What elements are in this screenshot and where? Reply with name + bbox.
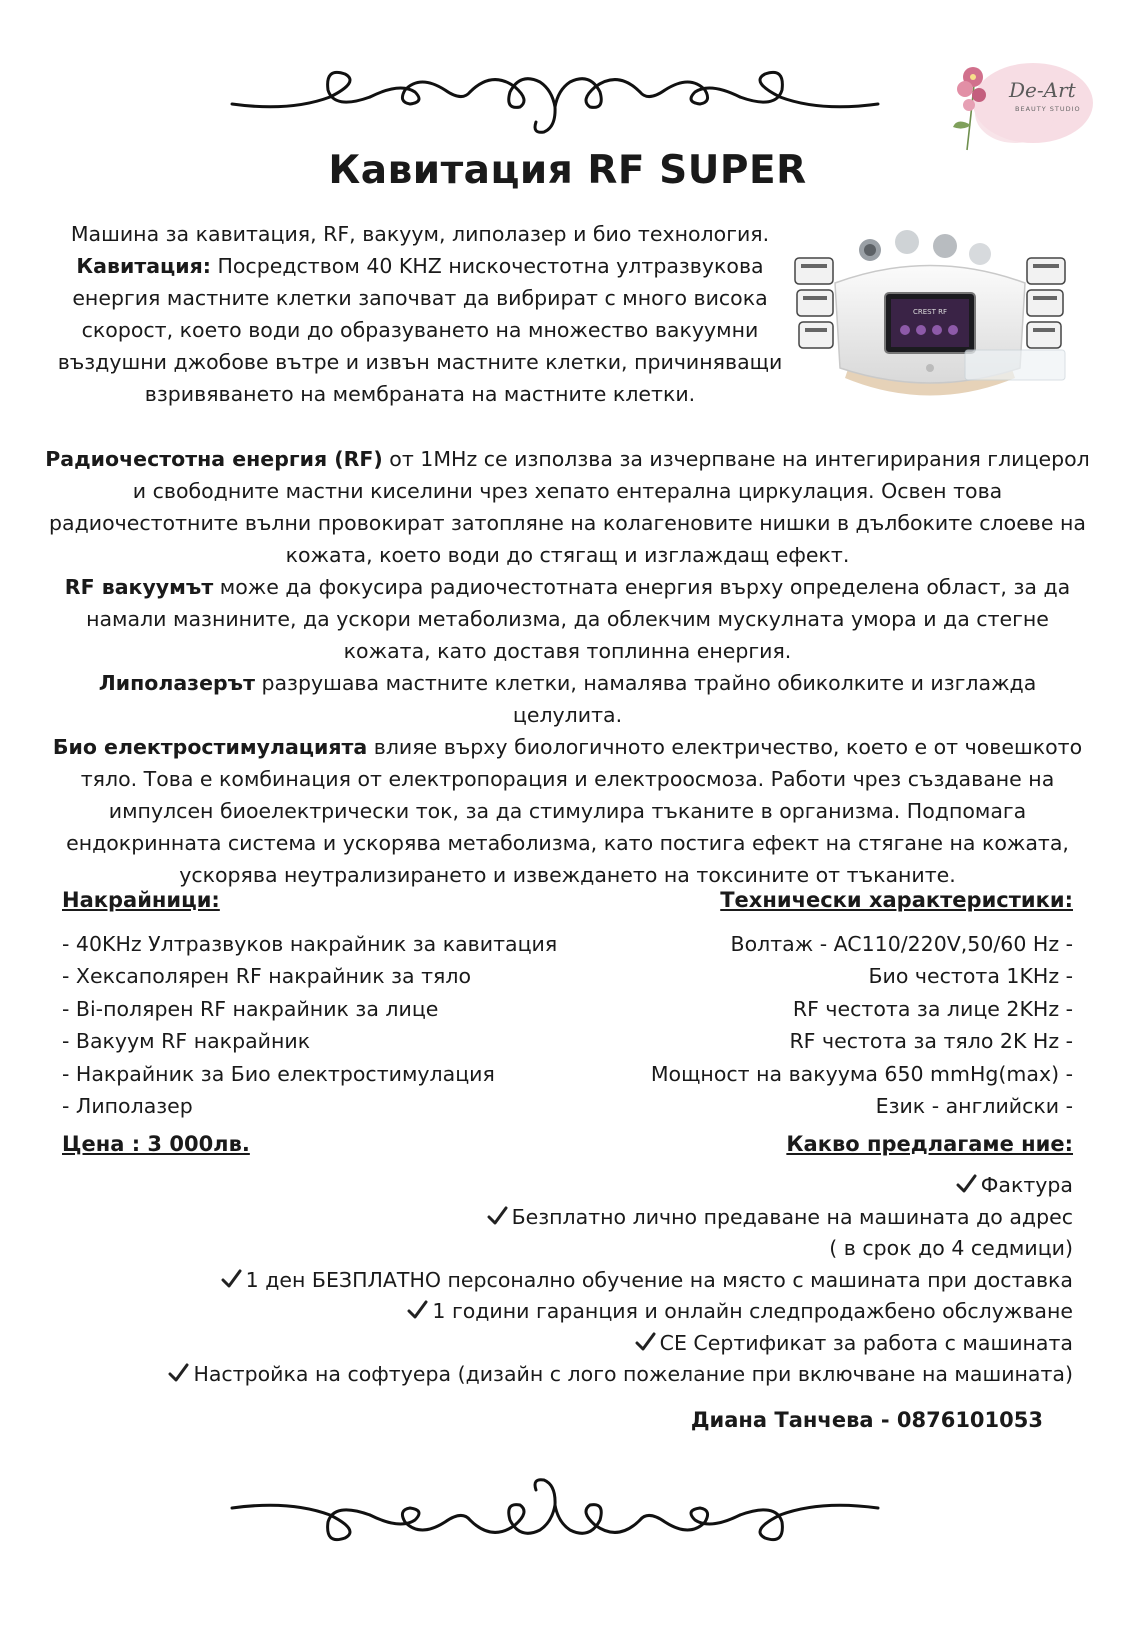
rf-energy-paragraph: Радиочестотна енергия (RF) от 1MHz се използва за изчерпване на интегирирания глицерол и свободните мастни киселини чрез хепато ентерална циркулация. Освен това радиочестотните вълни провокират затопляне на колагеновите нишки в дълбоките слоеве на кожата, което води до стягащ и изглаждащ ефект. — [45, 447, 1090, 567]
studio-logo — [945, 55, 1095, 155]
list-item: Безплатно лично предаване на машината до адрес — [167, 1202, 1073, 1234]
bottom-ornament-flourish — [230, 1470, 880, 1560]
checkmark-icon — [220, 1268, 242, 1290]
checkmark-icon — [167, 1362, 189, 1384]
list-item: Волтаж - AC110/220V,50/60 Hz - — [730, 932, 1073, 956]
checkmark-icon — [955, 1173, 977, 1195]
list-item: - Вакуум RF накрайник — [62, 1029, 311, 1054]
list-item: - Хексаполярен RF накрайник за тяло — [62, 964, 472, 989]
intro-paragraph: Машина за кавитация, RF, вакуум, липолазер и био технология. Кавитация: Посредством 40 KHZ нискочестотна ултразвукова енергия мастните клетки започват да вибрират с много висока скорост, което води до образуването на множество вакуумни въздушни джобове вътре и извън мастните клетки, причиняващи взривяването на мембраната на мастните клетки. — [57, 222, 783, 406]
list-item: 1 години гаранция и онлайн следпродажбено обслужване — [167, 1296, 1073, 1328]
page-title: Кавитация RF SUPER — [328, 148, 807, 193]
machine-screen-label: CREST RF — [912, 308, 948, 316]
list-item: - Липолазер — [62, 1094, 193, 1119]
list-item: RF честота за лице 2KHz - — [792, 996, 1073, 1021]
list-item: - Накрайник за Био електростимулация — [62, 1061, 495, 1086]
list-item: - Bi-полярен RF накрайник за лице — [62, 996, 439, 1021]
logo-brand: De-Art — [1009, 78, 1076, 102]
list-item: CE Сертификат за работа с машината — [167, 1328, 1073, 1360]
cavitation-machine-image — [785, 228, 1075, 413]
contact-info: Диана Танчева - 0876101053 — [690, 1408, 1043, 1432]
list-item: 1 ден БЕЗПЛАТНО персонално обучение на място с машината при доставка — [167, 1265, 1073, 1297]
technology-description — [45, 443, 1090, 891]
list-item: - 40KHz Ултразвуков накрайник за кавитация — [62, 932, 558, 956]
offer-heading: Какво предлагаме ние: — [786, 1132, 1073, 1156]
specs-list — [651, 928, 1073, 1122]
list-item: Мощност на вакуума 650 mmHg(max) - — [650, 1061, 1073, 1086]
top-ornament-flourish — [230, 52, 880, 142]
checkmark-icon — [406, 1299, 428, 1321]
list-item: Био честота 1KHz - — [868, 964, 1073, 989]
attachments-heading: Накрайници: — [62, 888, 220, 912]
lipolaser-paragraph: Липолазерът разрушава мастните клетки, намалява трайно обиколките и изглажда целулита. — [98, 671, 1037, 727]
checkmark-icon — [486, 1205, 508, 1227]
list-item: Настройка на софтуера (дизайн с лого пожелание при включване на машината) — [167, 1359, 1073, 1391]
bio-stimulation-paragraph: Био електростимулацията влияе върху биологичното електричество, което е от човешкото тяло. Това е комбинация от електропорация и електроосмоза. Работи чрез създаване на импулсен биоелектрически ток, за да стимулира тъканите в организма. Подпомага ендокринната система и ускорява метаболизма, като постига ефект на стягане на кожата, ускорява неутрализирането и извеждането на токсините от тъканите. — [52, 735, 1083, 887]
price-label: Цена : 3 000лв. — [62, 1132, 250, 1156]
rf-vacuum-paragraph: RF вакуумът може да фокусира радиочестотната енергия върху определена област, за да намали мазнините, да ускори метаболизма, да облекчим мускулната умора и да стегне кожата, като доставя топлинна енергия. — [64, 575, 1071, 663]
list-item: ( в срок до 4 седмици) — [829, 1236, 1073, 1260]
list-item: Фактура — [167, 1170, 1073, 1202]
offer-list — [167, 1170, 1073, 1391]
list-item: RF честота за тяло 2K Hz - — [789, 1029, 1073, 1054]
checkmark-icon — [634, 1331, 656, 1353]
logo-subtitle: BEAUTY STUDIO — [1015, 105, 1081, 113]
attachments-list — [62, 928, 557, 1122]
specs-heading: Технически характеристики: — [720, 888, 1073, 912]
list-item: Език - английски - — [875, 1094, 1073, 1119]
